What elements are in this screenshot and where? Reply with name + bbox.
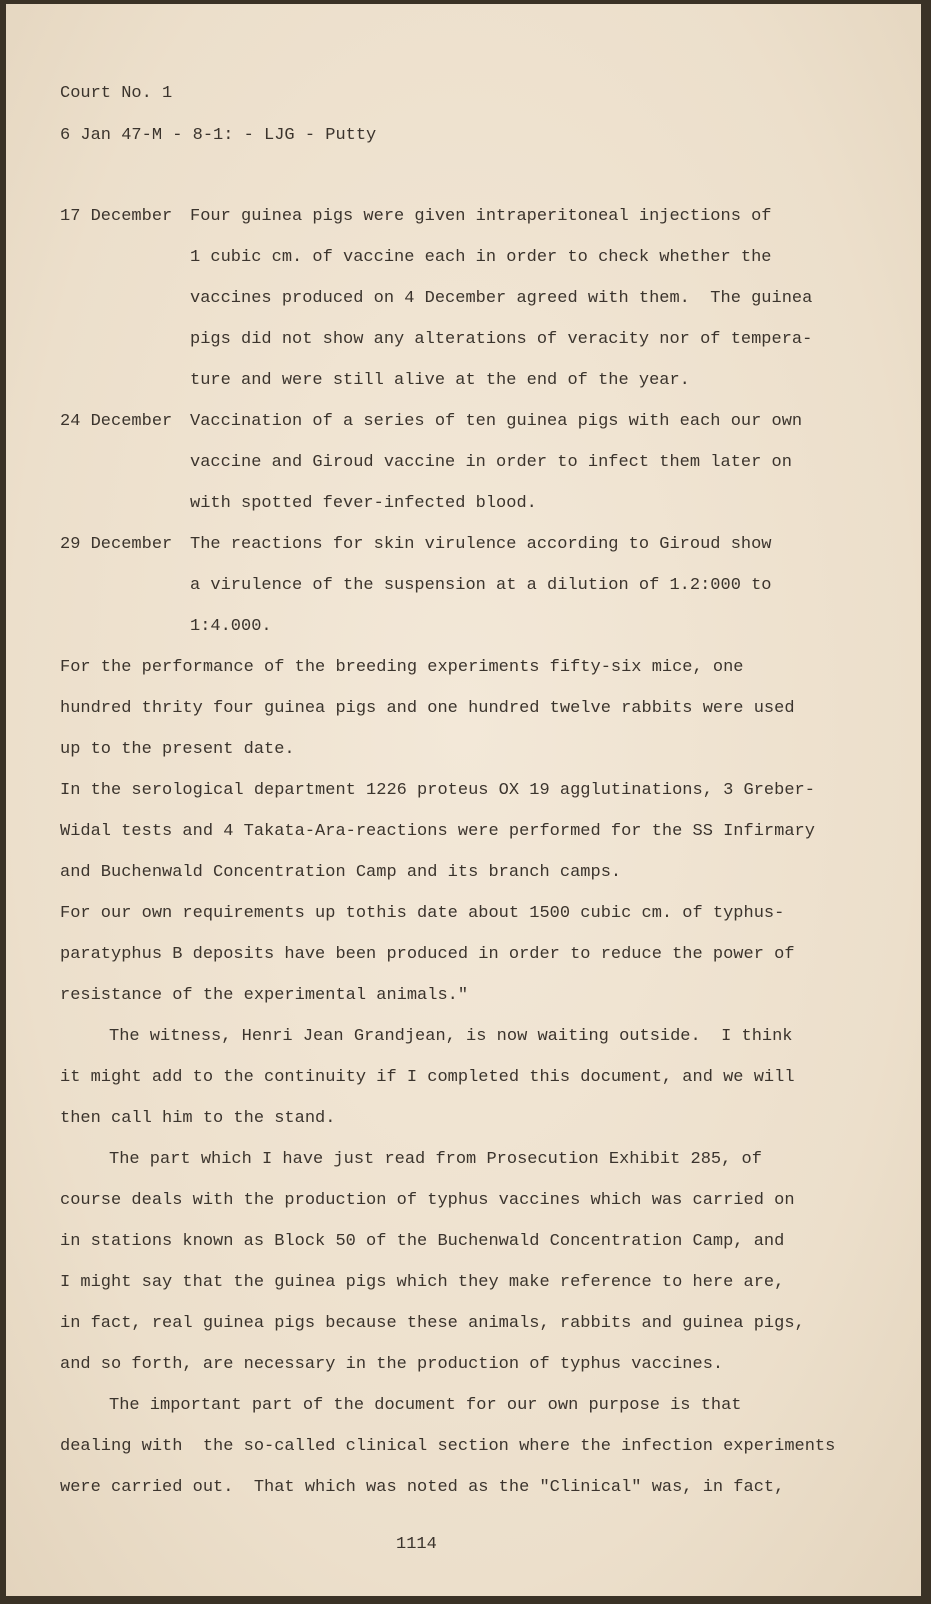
body-line: were carried out. That which was noted as the "Clinical" was, in fact, [60, 1478, 785, 1497]
body-line: paratyphus B deposits have been produced in order to reduce the power of [60, 945, 795, 964]
entry-line: pigs did not show any alterations of veracity nor of tempera- [190, 330, 813, 349]
entry-line: vaccines produced on 4 December agreed with them. The guinea [190, 289, 813, 308]
body-line: up to the present date. [60, 740, 295, 759]
entry-line: The reactions for skin virulence according to Giroud show [190, 535, 772, 554]
entry-line: 1:4.000. [190, 617, 272, 636]
body-line: resistance of the experimental animals." [60, 986, 469, 1005]
body-line: For the performance of the breeding experiments fifty-six mice, one [60, 658, 744, 677]
body-line: hundred thrity four guinea pigs and one hundred twelve rabbits were used [60, 699, 795, 718]
body-line: in stations known as Block 50 of the Buchenwald Concentration Camp, and [60, 1232, 785, 1251]
entry-line: Vaccination of a series of ten guinea pigs with each our own [190, 412, 803, 431]
entry-date-24-december: 24 December [60, 412, 173, 431]
entry-date-29-december: 29 December [60, 535, 173, 554]
body-line: The part which I have just read from Prosecution Exhibit 285, of [109, 1150, 762, 1169]
body-line: then call him to the stand. [60, 1109, 336, 1128]
entry-line: 1 cubic cm. of vaccine each in order to check whether the [190, 248, 772, 267]
document-page [6, 4, 921, 1596]
body-line: The witness, Henri Jean Grandjean, is now waiting outside. I think [109, 1027, 793, 1046]
body-line: I might say that the guinea pigs which they make reference to here are, [60, 1273, 785, 1292]
court-number: Court No. 1 [60, 84, 173, 103]
body-line: Widal tests and 4 Takata-Ara-reactions were performed for the SS Infirmary [60, 822, 815, 841]
entry-line: Four guinea pigs were given intraperitoneal injections of [190, 207, 772, 226]
page-number: 1114 [396, 1535, 437, 1554]
body-line: In the serological department 1226 proteus OX 19 agglutinations, 3 Greber- [60, 781, 815, 800]
body-line: and so forth, are necessary in the production of typhus vaccines. [60, 1355, 724, 1374]
body-line: and Buchenwald Concentration Camp and its branch camps. [60, 863, 622, 882]
entry-line: vaccine and Giroud vaccine in order to infect them later on [190, 453, 792, 472]
entry-line: with spotted fever-infected blood. [190, 494, 537, 513]
body-line: course deals with the production of typhus vaccines which was carried on [60, 1191, 795, 1210]
entry-date-17-december: 17 December [60, 207, 173, 226]
body-line: For our own requirements up tothis date about 1500 cubic cm. of typhus- [60, 904, 785, 923]
body-line: dealing with the so-called clinical section where the infection experiments [60, 1437, 836, 1456]
body-line: The important part of the document for our own purpose is that [109, 1396, 742, 1415]
body-line: it might add to the continuity if I completed this document, and we will [60, 1068, 795, 1087]
entry-line: a virulence of the suspension at a dilution of 1.2:000 to [190, 576, 772, 595]
entry-line: ture and were still alive at the end of the year. [190, 371, 690, 390]
session-line: 6 Jan 47-M - 8-1: - LJG - Putty [60, 126, 377, 145]
body-line: in fact, real guinea pigs because these animals, rabbits and guinea pigs, [60, 1314, 805, 1333]
